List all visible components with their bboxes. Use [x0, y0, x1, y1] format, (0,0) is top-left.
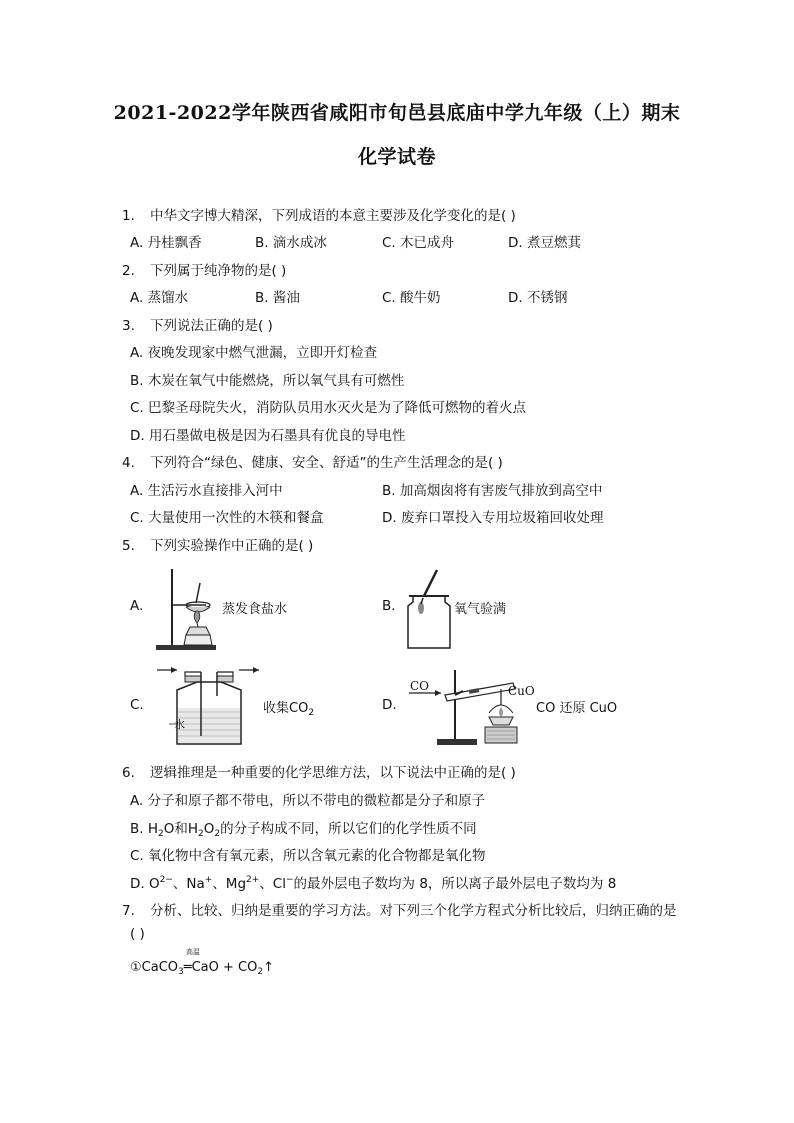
- question-text: 下列说法正确的是( ): [150, 318, 273, 334]
- option: D. 废弃口罩投入专用垃圾箱回收处理: [382, 510, 604, 526]
- option: D. $O^{2-}$、Na+、$Mg^{2+}$、Cl−的最外层电子数均为 8，所以离子最外层电子数均为 8: [130, 875, 617, 892]
- question-7-bracket: ( ): [130, 926, 145, 942]
- option-label: C.: [130, 697, 144, 713]
- figure-caption: 氧气验满: [454, 602, 507, 617]
- question-5: [122, 534, 313, 554]
- question-1: [122, 204, 516, 224]
- question-text: 下列符合“绿色、健康、安全、舒适”的生产生活理念的是( ): [150, 455, 503, 471]
- question-number: 2.: [122, 263, 135, 279]
- option: C. 酸牛奶: [382, 290, 441, 306]
- question-text: 逻辑推理是一种重要的化学思维方法，以下说法中正确的是( ): [150, 765, 516, 781]
- gas-collection-figure: [155, 662, 265, 747]
- option: B. 滴水成冰: [255, 235, 327, 251]
- question-text: 下列实验操作中正确的是( ): [150, 538, 314, 554]
- question-6: [122, 761, 516, 781]
- chemical-equation: ①CaCO$_3$═CaO + $CO_2↑$: [130, 960, 274, 977]
- option: C. 巴黎圣母院失火，消防队员用水灭火是为了降低可燃物的着火点: [130, 400, 527, 416]
- question-number: 7.: [122, 903, 135, 919]
- question-4: [122, 451, 503, 471]
- option: C. 大量使用一次性的木筷和餐盒: [130, 510, 324, 526]
- option: A. 夜晚发现家中燃气泄漏，立即开灯检查: [130, 345, 378, 361]
- option: B. 木炭在氧气中能燃烧，所以氧气具有可燃性: [130, 373, 405, 389]
- question-3: [122, 314, 273, 334]
- option: B. 酱油: [255, 290, 300, 306]
- option: C. 氧化物中含有氧元素，所以含氧元素的化合物都是氧化物: [130, 848, 486, 864]
- option: A. 丹桂飘香: [130, 235, 202, 251]
- question-number: 5.: [122, 538, 135, 554]
- option: D. 不锈钢: [508, 290, 568, 306]
- option: D. 用石墨做电极是因为石墨具有优良的导电性: [130, 428, 406, 444]
- question-number: 6.: [122, 765, 135, 781]
- option: B. 加高烟囱将有害废气排放到高空中: [382, 483, 603, 499]
- option: C. 木已成舟: [382, 235, 455, 251]
- question-number: 1.: [122, 208, 135, 224]
- oxygen-test-figure: [405, 568, 455, 650]
- question-7: [122, 899, 677, 919]
- co-label: CO: [410, 679, 430, 693]
- title-line-2: 化学试卷: [357, 146, 436, 168]
- question-text: 中华文字博大精深，下列成语的本意主要涉及化学变化的是( ): [150, 208, 516, 224]
- option-label: A.: [130, 598, 144, 614]
- cuo-label: CuO: [508, 684, 535, 698]
- question-2: [122, 259, 286, 279]
- reaction-condition: 高温: [186, 948, 200, 956]
- evaporation-apparatus-figure: [150, 565, 220, 653]
- water-label: 水: [174, 718, 185, 731]
- title-line-1: 2021-2022学年陕西省咸阳市旬邑县底庙中学九年级（上）期末: [113, 102, 681, 124]
- figure-caption: CO 还原 CuO: [536, 701, 618, 716]
- question-text: 分析、比较、归纳是重要的学习方法。对下列三个化学方程式分析比较后，归纳正确的是: [150, 903, 677, 919]
- question-number: 4.: [122, 455, 135, 471]
- question-text: 下列属于纯净物的是( ): [150, 263, 287, 279]
- option: A. 蒸馏水: [130, 290, 189, 306]
- option: A. 生活污水直接排入河中: [130, 483, 283, 499]
- option-label: B.: [382, 598, 396, 614]
- co-reduction-figure: [405, 665, 535, 747]
- option: B. $H_2O$和$H_2O_2$的分子构成不同，所以它们的化学性质不同: [130, 821, 477, 839]
- option: D. 煮豆燃萁: [508, 235, 581, 251]
- question-number: 3.: [122, 318, 135, 334]
- option: A. 分子和原子都不带电，所以不带电的微粒都是分子和原子: [130, 793, 486, 809]
- figure-caption: 蒸发食盐水: [222, 602, 288, 617]
- option-label: D.: [382, 697, 397, 713]
- figure-caption: 收集$CO_2$: [263, 701, 315, 718]
